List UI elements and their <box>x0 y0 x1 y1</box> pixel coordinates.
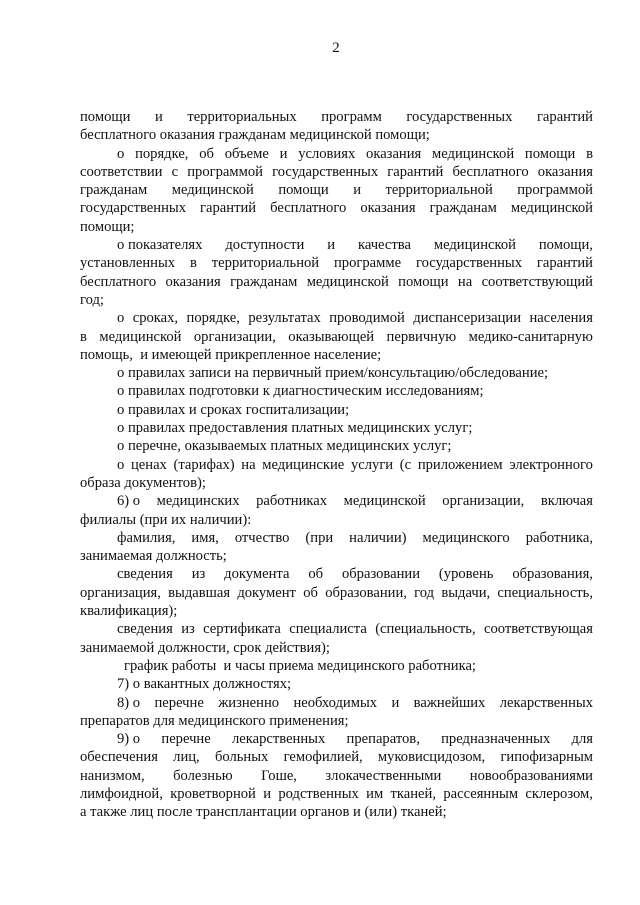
word: программой <box>187 163 263 180</box>
document-body <box>80 108 593 822</box>
word: порядке, <box>135 145 189 162</box>
word: образовании, <box>325 584 407 601</box>
word: перечне <box>154 694 204 711</box>
word: государственных <box>406 109 513 125</box>
word: в <box>80 328 87 345</box>
text-line <box>80 785 593 803</box>
word: электронного <box>509 456 593 473</box>
word: медицинской <box>306 273 389 290</box>
word: и <box>154 109 163 125</box>
word: злокачественными <box>325 767 442 784</box>
word: государственных <box>272 163 379 180</box>
word: 6) о <box>117 493 141 510</box>
word: с <box>171 163 179 180</box>
word: соответствующий <box>481 273 593 290</box>
word: 9) о <box>117 731 141 748</box>
word: помощи <box>524 145 576 162</box>
word: приложением <box>417 456 503 473</box>
word: установленных <box>80 255 176 272</box>
word: доступности <box>225 237 305 254</box>
word: государственных <box>80 200 187 217</box>
text-line: о правилах и сроках госпитализации; <box>117 401 350 418</box>
word: помощи, <box>538 237 593 254</box>
word: оказывающей <box>288 328 375 345</box>
text-line: занимаемой должности, срок действия); <box>80 639 330 656</box>
text-line: о правилах подготовки к диагностическим исследованиям; <box>117 383 484 400</box>
word: территориальной <box>385 182 493 199</box>
text-line: препаратов для медицинского применения; <box>80 712 349 729</box>
text-line <box>80 492 593 510</box>
word: диспансеризации <box>413 310 522 327</box>
text-line: 7) о вакантных должностях; <box>117 676 292 693</box>
text-line: год; <box>80 291 104 308</box>
word: муковисцидозом, <box>377 749 486 766</box>
text-line <box>80 273 593 291</box>
word: о <box>117 456 125 473</box>
word: условиях <box>298 145 356 162</box>
word: соответствующая <box>483 621 593 638</box>
word: гарантий <box>387 163 444 180</box>
word: о <box>117 310 125 327</box>
word: медицинские <box>262 456 345 473</box>
word: лекарственных <box>499 694 593 711</box>
word: жизненно <box>218 694 280 711</box>
word: в <box>586 145 593 162</box>
word: лимфоидной, <box>80 785 163 802</box>
word: об <box>303 584 318 601</box>
text-line <box>80 584 593 602</box>
word: специалиста <box>289 621 367 638</box>
word: (при <box>305 529 334 546</box>
word: организации, <box>193 328 276 345</box>
word: из <box>191 566 206 583</box>
text-line <box>80 181 593 199</box>
word: выдавшая <box>168 584 231 601</box>
word: медицинского <box>422 529 510 546</box>
word: предназначенных <box>441 731 551 748</box>
word: и <box>263 785 272 802</box>
word: программой <box>517 182 593 199</box>
word: обеспечения <box>80 749 158 766</box>
word: (уровень <box>438 566 494 583</box>
word: важнейших <box>413 694 486 711</box>
word: Гоше, <box>261 767 297 784</box>
word: выдачи, <box>441 584 491 601</box>
text-line <box>80 565 593 583</box>
word: качества <box>357 237 411 254</box>
word: отчество <box>234 529 290 546</box>
word: объеме <box>224 145 269 162</box>
text-line <box>80 456 593 474</box>
word: и <box>353 182 361 199</box>
word: (специальность, <box>375 621 476 638</box>
text-line: образа документов); <box>80 474 206 491</box>
word: (с <box>399 456 412 473</box>
word: помощи <box>398 273 449 290</box>
word: сроках, <box>132 310 179 327</box>
word: медицинской <box>171 182 254 199</box>
word: порядке, <box>186 310 240 327</box>
word: и <box>327 237 336 254</box>
word: оказания <box>360 200 416 217</box>
word: гарантий <box>536 109 593 125</box>
word: год <box>414 584 435 601</box>
word: результатах <box>248 310 321 327</box>
word: государственных <box>416 255 523 272</box>
word: работниках <box>256 493 328 510</box>
word: медицинской <box>433 237 516 254</box>
word: рассеянным <box>443 785 519 802</box>
text-line: помощи; <box>80 218 135 235</box>
text-line: квалификация); <box>80 603 178 620</box>
word: организации, <box>442 493 525 510</box>
text-line: а также лиц после трансплантации органов и (или) тканей; <box>80 804 447 821</box>
word: и <box>279 145 288 162</box>
word: программ <box>321 109 382 125</box>
word: бесплатного <box>80 273 157 290</box>
word: оказания <box>537 163 593 180</box>
word: для <box>571 731 593 748</box>
word: сведения <box>117 566 173 583</box>
word: организация, <box>80 584 161 601</box>
word: медицинской <box>343 493 426 510</box>
word: медицинских <box>156 493 240 510</box>
word: об <box>199 145 214 162</box>
text-line: занимаемая должность; <box>80 548 227 565</box>
word: гражданам <box>429 200 497 217</box>
text-line <box>80 108 593 126</box>
word: медико-санитарную <box>468 328 593 345</box>
word: территориальных <box>187 109 297 125</box>
word: первичную <box>386 328 457 345</box>
text-line <box>80 309 593 327</box>
word: фамилия, <box>117 529 176 546</box>
word: работника, <box>525 529 593 546</box>
text-line: о правилах предоставления платных медицинских услуг; <box>117 420 473 437</box>
word: территориальной <box>211 255 320 272</box>
text-line <box>80 328 593 346</box>
word: программе <box>334 255 402 272</box>
word: лекарственных <box>232 731 326 748</box>
word: сведения <box>117 621 173 638</box>
text-line <box>80 236 593 254</box>
word: услуги <box>350 456 394 473</box>
word: сертификата <box>203 621 281 638</box>
word: тканей, <box>390 785 436 802</box>
word: препаратов, <box>346 731 420 748</box>
text-line <box>80 730 593 748</box>
word: специальность, <box>497 584 593 601</box>
text-line: график работы и часы приема медицинского работника; <box>124 657 476 674</box>
word: бесплатного <box>270 200 347 217</box>
word: об <box>308 566 324 583</box>
word: гарантий <box>536 255 593 272</box>
word: перечне <box>161 731 211 748</box>
word: оказания <box>165 273 221 290</box>
word: гарантий <box>200 200 257 217</box>
word: включая <box>540 493 593 510</box>
text-line: о перечне, оказываемых платных медицинских услуг; <box>117 438 452 455</box>
word: больных <box>214 749 269 766</box>
word: о показателях <box>117 237 203 254</box>
text-line: филиалы (при их наличии): <box>80 511 252 528</box>
word: 8) о <box>117 694 141 711</box>
word: склерозом, <box>525 785 593 802</box>
word: в <box>190 255 197 272</box>
word: новообразованиями <box>469 767 593 784</box>
text-line <box>80 529 593 547</box>
text-line <box>80 145 593 163</box>
word: из <box>181 621 195 638</box>
page-number: 2 <box>332 40 340 56</box>
word: им <box>366 785 384 802</box>
text-line <box>80 748 593 766</box>
text-line <box>80 694 593 712</box>
word: проводимой <box>329 310 405 327</box>
word: медицинской <box>99 328 182 345</box>
text-line <box>80 199 593 217</box>
text-line: о правилах записи на первичный прием/консультацию/обследование; <box>117 365 549 382</box>
word: образовании <box>341 566 421 583</box>
word: ценах <box>130 456 167 473</box>
word: медицинской <box>432 145 515 162</box>
word: гражданам <box>80 182 148 199</box>
word: образования, <box>512 566 593 583</box>
word: населения <box>529 310 593 327</box>
word: наличии) <box>349 529 407 546</box>
word: бесплатного <box>452 163 529 180</box>
word: необходимых <box>293 694 378 711</box>
word: лиц, <box>173 749 200 766</box>
word: гражданам <box>230 273 298 290</box>
word: нанизмом, <box>80 767 145 784</box>
word: помощи <box>278 182 329 199</box>
text-line <box>80 620 593 638</box>
text-line <box>80 163 593 181</box>
text-line: бесплатного оказания гражданам медицинской помощи; <box>80 127 430 144</box>
word: (тарифах) <box>173 456 235 473</box>
text-line <box>80 767 593 785</box>
word: гемофилией, <box>283 749 363 766</box>
text-line <box>80 254 593 272</box>
word: на <box>457 273 473 290</box>
word: медицинской <box>510 200 593 217</box>
word: оказания <box>366 145 422 162</box>
word: родственных <box>278 785 359 802</box>
word: имя, <box>191 529 219 546</box>
word: документ <box>237 584 296 601</box>
word: документа <box>224 566 290 583</box>
text-line: помощь, и имеющей прикрепленное население; <box>80 346 382 363</box>
word: соответствии <box>80 163 163 180</box>
word: гипофизарным <box>500 749 593 766</box>
word: на <box>241 456 256 473</box>
word: и <box>391 694 400 711</box>
word: кроветворной <box>170 785 256 802</box>
word: о <box>117 145 125 162</box>
word: болезнью <box>173 767 233 784</box>
word: помощи <box>80 109 131 125</box>
